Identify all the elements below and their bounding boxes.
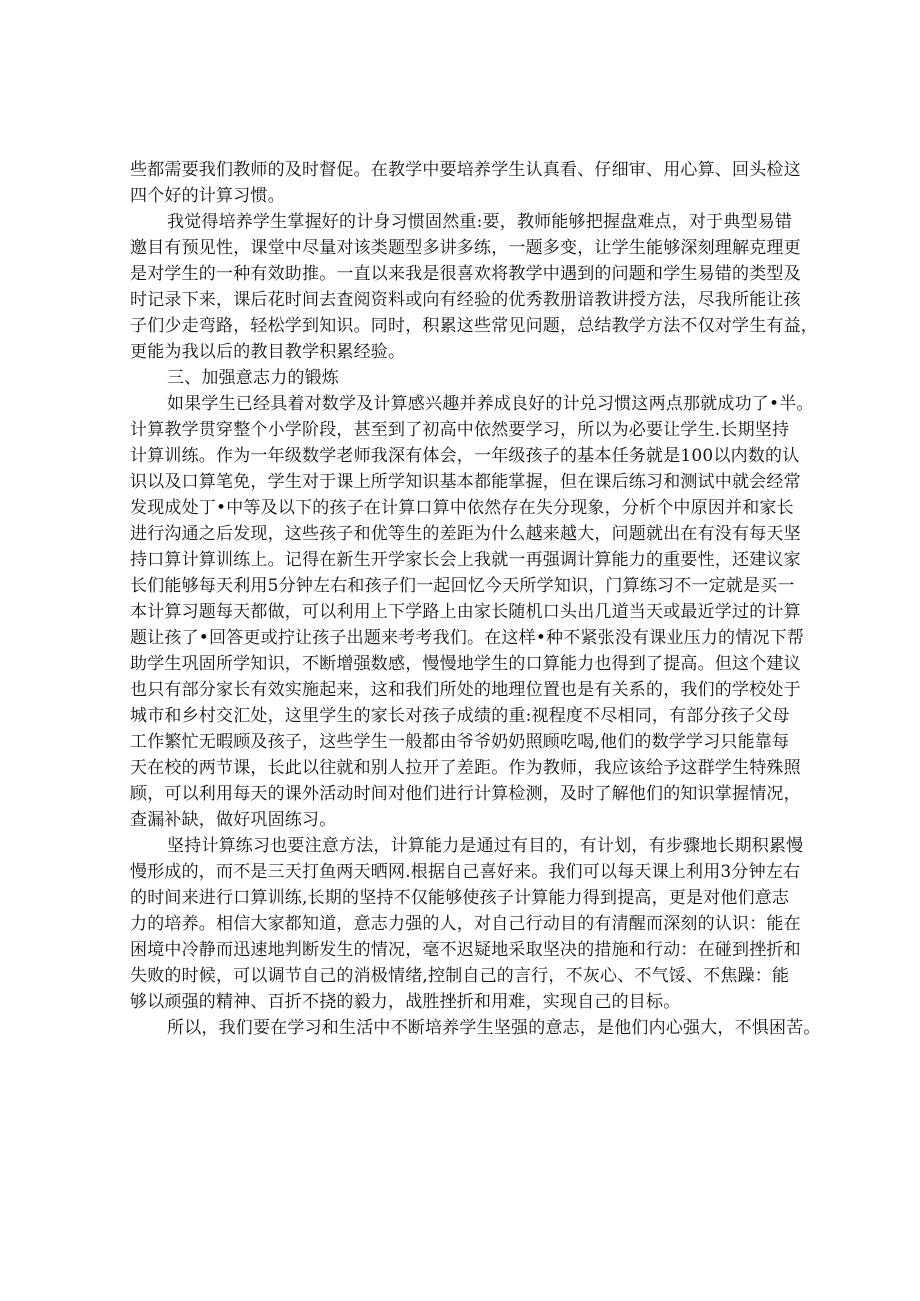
- paragraph: [130, 157, 801, 209]
- text-line: 顾，可以利用每天的课外活动时间对他们进行计算检测，及时了解他们的知识掌握情况，: [130, 784, 801, 804]
- paragraph: [130, 391, 814, 833]
- text-line: 力的培养。相信大家都知道，意志力强的人，对自己行动目的有清醒而深刻的认识：能在: [130, 914, 801, 934]
- text-line: 发现成处丁•中等及以下的孩子在计算口算中依然存在失分现象，分析个中原因并和家长: [130, 498, 794, 518]
- text-line: 进行沟通之后发现，这些孩子和优等生的差距为什么越来越大，问题就出在有没有每天坚: [130, 524, 801, 544]
- text-line: 识以及口算笔免，学生对于课上所学知识基本都能掌握，但在课后练习和测试中就会经常: [130, 472, 801, 492]
- text-line: 更能为我以后的教目教学积累经验。: [130, 342, 406, 362]
- text-line: 些都需要我们教师的及时督促。在教学中要培养学生认真看、仔细审、用心算、回头检这: [130, 160, 801, 180]
- text-line: 慢形成的，而不是三天打鱼两天晒网.根据自己喜好来。我们可以每天课上利用3分钟左右: [130, 862, 801, 882]
- text-line: 长们能够每天利用5分钟左右和孩子们一起回忆今天所学知识，门算练习不一定就是买一: [130, 576, 795, 596]
- text-line: 够以顽强的精神、百折不挠的毅力，战胜挫折和用难，实现自己的目标。: [130, 992, 681, 1012]
- text-line: 我觉得培养学生掌握好的计身习惯固然重:要，教师能够把握盘难点，对于典型易错: [167, 212, 793, 232]
- text-line: 持口算计算训练上。记得在新生开学家长会上我就一再强调计算能力的重要性，还建议家: [130, 550, 801, 570]
- paragraph: [130, 209, 818, 365]
- text-line: 题让孩了•回答更或拧让孩子出题来考考我们。在这样•种不紧张没有课业压力的情况下帮: [130, 628, 805, 648]
- heading-text: 三、加强意志力的锻炼: [167, 368, 339, 388]
- text-line: 子们少走弯路，轻松学到知识。同时，积累这些常见问题，总结教学方法不仅对学生有益，: [130, 316, 818, 336]
- text-line: 失败的时候，可以调节自己的消极情绪,控制自己的言行，不灰心、不气馁、不焦躁：能: [130, 966, 790, 986]
- text-line: 本计算习题每天都做，可以利用上下学路上由家长随机口头出几道当天或最近学过的计算: [130, 602, 801, 622]
- text-line: 坚持计算练习也要注意方法，计算能力是通过有目的，有计划，有步骤地长期积累慢: [167, 836, 804, 856]
- text-line: 的时间来进行口算训练,长期的坚持不仅能够使孩子计算能力得到提高，更是对他们意志: [130, 888, 790, 908]
- document-page: [130, 157, 821, 1041]
- text-line: 也只有部分家长有效实施起来，这和我们所处的地理位置也是有关系的，我们的学校处于: [130, 680, 801, 700]
- text-line: 计算教学贯穿整个小学阶段，甚至到了初高中依然要学习，所以为必要让学生.长期坚持: [130, 420, 790, 440]
- section-heading: [130, 365, 794, 391]
- text-line: 城市和乡村交汇处，这里学生的家长对孩子成绩的重:视程度不尽相同，有部分孩子父母: [130, 706, 790, 726]
- paragraph: [130, 833, 804, 1015]
- text-line: 是对学生的一种有效助推。一直以来我是很喜欢将教学中遇到的问题和学生易错的类型及: [130, 264, 801, 284]
- text-line: 时记录下来，课后花时间去査阅资料或向有经验的优秀教册谙教讲授方法，尽我所能让孩: [130, 290, 801, 310]
- text-line: 如果学生已经具着对数学及计算感兴趣并养成良好的计兑习惯这两点那就成功了•半。: [167, 394, 814, 414]
- text-line: 所以，我们要在学习和生活中不断培养学生坚强的意志，是他们内心强大，不惧困苦。: [167, 1018, 821, 1038]
- text-line: 查漏补缺，做好巩固练习。: [130, 810, 337, 830]
- text-line: 四个好的计算习惯。: [130, 186, 285, 206]
- text-line: 计算训练。作为一年级数学老师我深有体会，一年级孩子的基本任务就是100以内数的认: [130, 446, 800, 466]
- text-line: 助学生巩固所学知识，不断增强数感，慢慢地学生的口算能力也得到了提高。但这个建议: [130, 654, 801, 674]
- text-line: 天在校的两节课，长此以往就和别人拉开了差距。作为教师，我应该给予这群学生特殊照: [130, 758, 801, 778]
- paragraph: [130, 1015, 821, 1041]
- text-line: 工作繁忙无暇顾及孩子，这些学生一般都由爷爷奶奶照顾吃喝,他们的数学学习只能靠每: [130, 732, 790, 752]
- text-line: 困境中冷静而迅速地判断发生的情况，毫不迟疑地采取坚决的措施和行动：在碰到挫折和: [130, 940, 801, 960]
- text-line: 邀目有预见性，课堂中尽量对该类题型多讲多练，一题多变，让学生能够深刻理解克理更: [130, 238, 801, 258]
